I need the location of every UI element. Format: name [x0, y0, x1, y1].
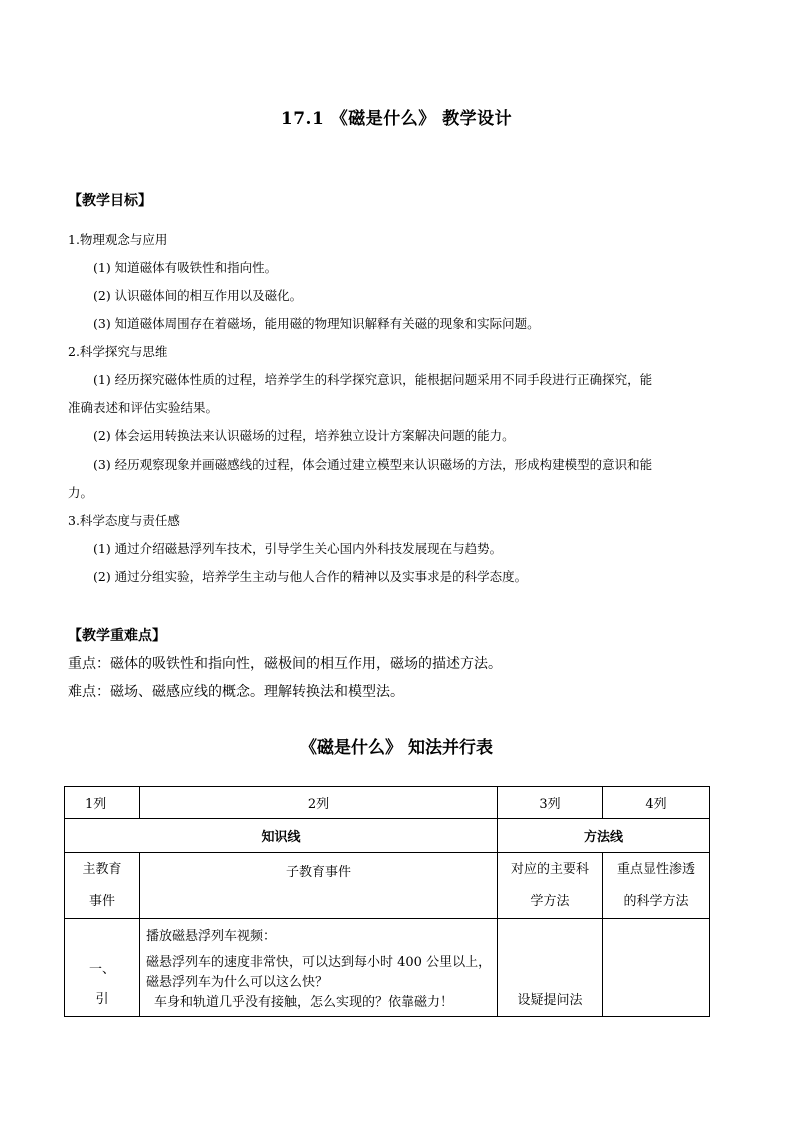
key-points-heading: 【教学重难点】	[68, 628, 166, 644]
objective-line: 2.科学探究与思维	[68, 344, 168, 359]
row-main-event	[65, 919, 140, 1017]
objectives-heading: 【教学目标】	[68, 193, 152, 209]
objective-line: 准确表述和评估实验结果。	[68, 400, 219, 415]
header-text: 重点显性渗透	[616, 861, 695, 877]
difficulty-line: 难点：磁场、磁感应线的概念。理解转换法和模型法。	[68, 684, 404, 700]
objective-line: 1.物理观念与应用	[68, 232, 168, 247]
objective-line: (1) 通过介绍磁悬浮列车技术，引导学生关心国内外科技发展现在与趋势。	[93, 541, 503, 556]
cell-text: 引	[95, 992, 109, 1007]
main-event-header	[65, 853, 140, 919]
page-title: 17.1 《磁是什么》 教学设计	[280, 109, 513, 129]
table-row	[65, 919, 710, 1017]
col-header: 1列	[65, 787, 140, 819]
objective-line: (1) 经历探究磁体性质的过程，培养学生的科学探究意识，能根据问题采用不同手段进行正确探究，能	[93, 372, 653, 387]
objective-line: (2) 体会运用转换法来认识磁场的过程，培养独立设计方案解决问题的能力。	[93, 428, 515, 443]
objective-line: 3.科学态度与责任感	[68, 513, 180, 528]
objective-line: (3) 经历观察现象并画磁感线的过程，体会通过建立模型来认识磁场的方法，形成构建模型的意识和能	[93, 457, 653, 472]
table-title: 《磁是什么》 知法并行表	[300, 738, 493, 758]
table-row	[65, 853, 710, 919]
method-line-header: 方法线	[498, 819, 710, 853]
cell-text: 一、	[88, 962, 115, 977]
table-row	[65, 819, 710, 853]
focus-line: 重点：磁体的吸铁性和指向性，磁极间的相互作用，磁场的描述方法。	[68, 656, 502, 672]
header-text: 事件	[88, 893, 115, 909]
table-row	[65, 787, 710, 819]
objective-line: (3) 知道磁体周围存在着磁场，能用磁的物理知识解释有关磁的现象和实际问题。	[93, 316, 540, 331]
header-text: 对应的主要科	[510, 861, 589, 877]
col-header: 3列	[498, 787, 603, 819]
col-header: 4列	[603, 787, 710, 819]
row-method: 设疑提问法	[498, 919, 603, 1017]
cell-text: 车身和轨道几乎没有接触，怎么实现的？依靠磁力！	[154, 995, 454, 1010]
knowledge-line-header: 知识线	[65, 819, 498, 853]
method-table	[64, 786, 710, 1017]
row-sub-event	[140, 919, 498, 1017]
col-header: 2列	[140, 787, 498, 819]
cell-text: 磁悬浮列车为什么可以这么快？	[146, 975, 329, 990]
objective-line: (2) 通过分组实验，培养学生主动与他人合作的精神以及实事求是的科学态度。	[93, 569, 528, 584]
cell-text: 磁悬浮列车的速度非常快，可以达到每小时 400 公里以上，	[146, 955, 492, 970]
method-header	[498, 853, 603, 919]
objective-line: (1) 知道磁体有吸铁性和指向性。	[93, 260, 278, 275]
header-text: 学方法	[530, 893, 570, 909]
header-text: 主教育	[82, 861, 122, 877]
key-method-header	[603, 853, 710, 919]
cell-text: 播放磁悬浮列车视频：	[146, 929, 277, 944]
header-text: 的科学方法	[623, 893, 689, 909]
objective-line: (2) 认识磁体间的相互作用以及磁化。	[93, 288, 303, 303]
objective-line: 力。	[68, 485, 94, 500]
row-key-method	[603, 919, 710, 1017]
sub-event-header: 子教育事件	[140, 853, 498, 919]
